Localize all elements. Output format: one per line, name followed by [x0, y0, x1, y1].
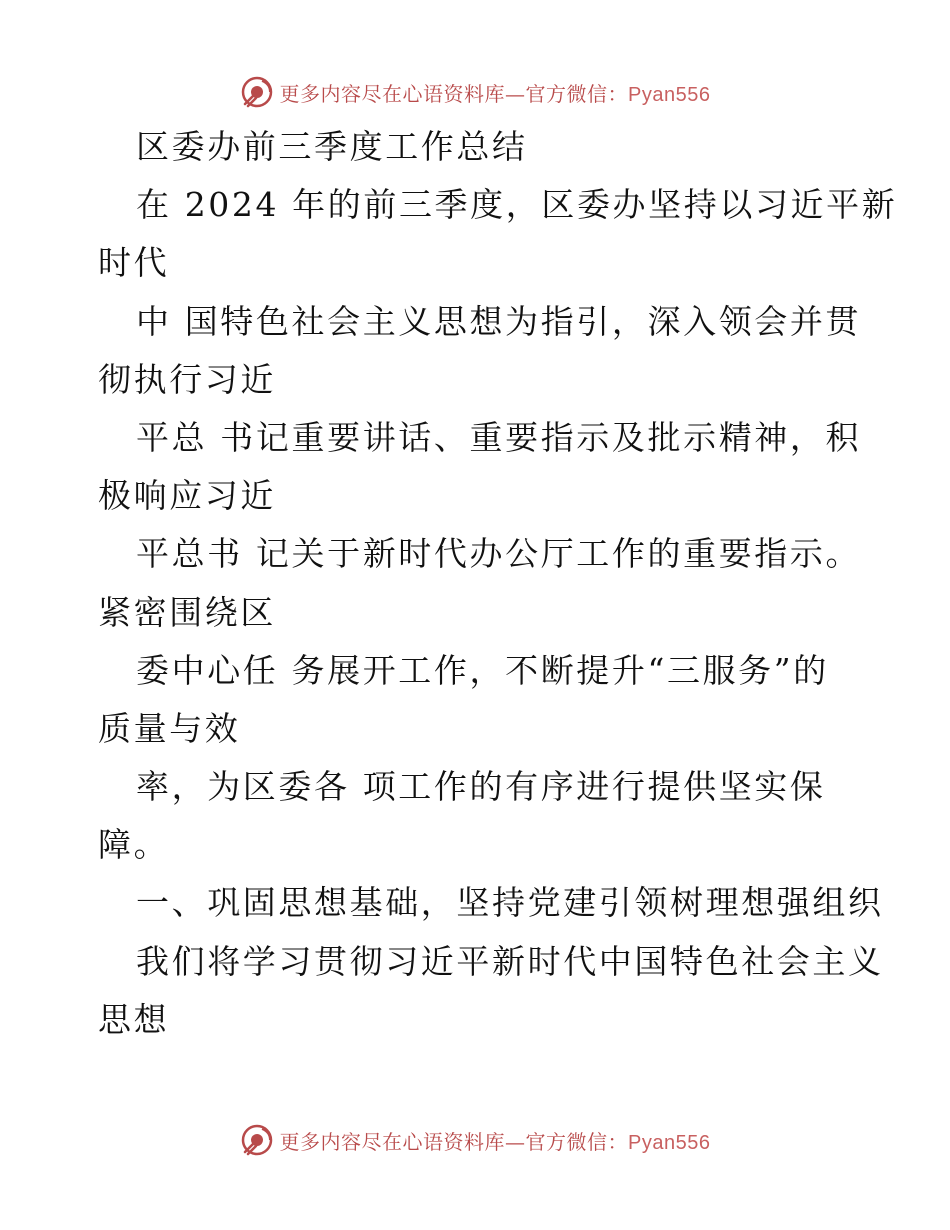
- paragraph-line: 平总书 记关于新时代办公厅工作的重要指示。: [136, 534, 862, 574]
- paragraph-line: 思想: [98, 999, 170, 1039]
- footer-watermark: [0, 1120, 950, 1160]
- header-watermark: [0, 72, 950, 112]
- paragraph-line: 率，为区委各 项工作的有序进行提供坚实保: [136, 767, 826, 807]
- paragraph-line: 委中心任 务展开工作，不断提升“三服务”的: [136, 650, 829, 690]
- paragraph-line: 质量与效: [98, 708, 241, 748]
- paragraph-line: 障。: [98, 825, 170, 865]
- document-title: 区委办前三季度工作总结: [136, 127, 528, 166]
- document-body: [98, 118, 898, 1049]
- pen-logo-icon: [240, 1123, 274, 1157]
- paragraph-line: 中 国特色社会主义思想为指引，深入领会并贯: [136, 301, 862, 341]
- paragraph-line: 时代: [98, 243, 170, 283]
- paragraph-line: 平总 书记重要讲话、重要指示及批示精神，积: [136, 417, 862, 457]
- paragraph-line: 彻执行习近: [98, 359, 276, 399]
- watermark-text: 更多内容尽在心语资料库—官方微信：: [279, 1129, 629, 1154]
- pen-logo-icon: [240, 75, 274, 109]
- paragraph-line: 极响应习近: [98, 476, 276, 516]
- paragraph-line: 在 2024 年的前三季度，区委办坚持以习近平新: [136, 185, 898, 225]
- section-heading: 一、巩固思想基础，坚持党建引领树理想强组织: [136, 883, 884, 923]
- paragraph-line: 我们将学习贯彻习近平新时代中国特色社会主义: [136, 941, 884, 981]
- watermark-id: Pyan556: [628, 83, 711, 106]
- paragraph-line: 紧密围绕区: [98, 592, 276, 632]
- watermark-id: Pyan556: [628, 1131, 711, 1154]
- watermark-text: 更多内容尽在心语资料库—官方微信：: [279, 81, 629, 106]
